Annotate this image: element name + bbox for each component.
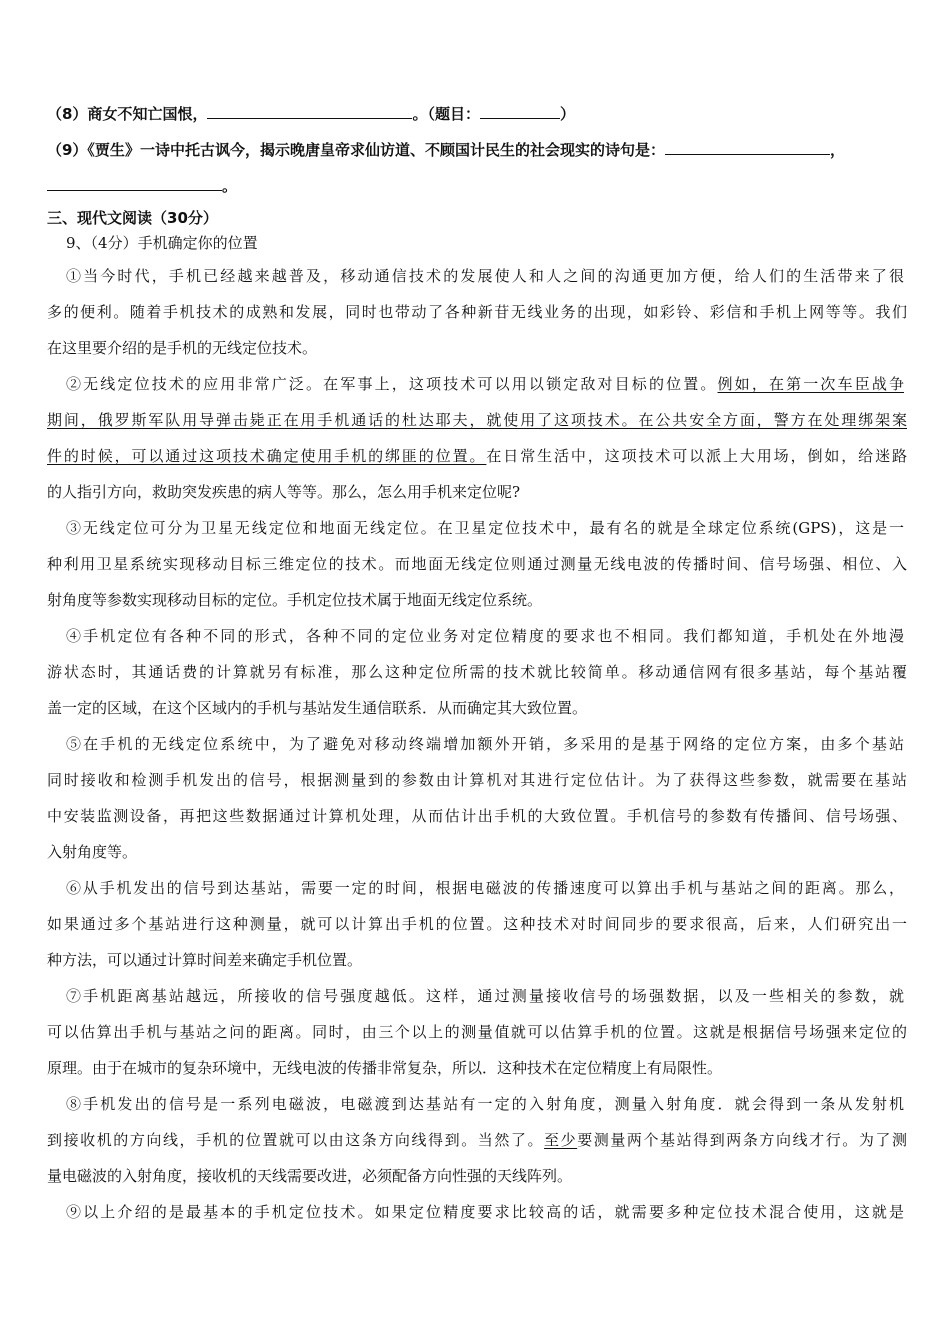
paragraph-2-underlined-end: 件的时候，可以通过这项技术确定使用手机的绑匪的位置。: [47, 447, 487, 465]
question-8-suffix: ）: [559, 105, 575, 123]
question-8-prefix: （8）商女不知亡国恨，: [47, 105, 208, 123]
paragraph-2-underlined-start: 例如，在第一次车臣战争: [717, 375, 904, 393]
question-9-prefix: （9）《贾生》一诗中托古讽今，揭示晚唐皇帝求仙访道、不顾国计民生的社会现实的诗句是：: [47, 141, 665, 159]
question-9-period: 。: [222, 177, 238, 195]
paragraph-5-line-1: ⑤在手机的无线定位系统中，为了避免对移动终端增加额外开销，多采用的是基于网络的定位方案，由多个基站: [66, 735, 904, 753]
paragraph-7-line-2: 可以估算出手机与基站之问的距离。同时，由三个以上的测量值就可以估算手机的位置。这就是根据信号场强来定位的: [47, 1023, 907, 1041]
paragraph-5-line-4: 入射角度等。: [47, 843, 138, 861]
paragraph-8-line-3: 量电磁波的入射角度，接收机的天线需要改进，必须配备方向性强的天线阵列。: [47, 1167, 573, 1185]
paragraph-2-line-1-text: ②无线定位技术的应用非常广泛。在军事上，这项技术可以用以锁定敌对目标的位置。: [66, 375, 718, 393]
question-9-comma: ，: [829, 141, 845, 159]
paragraph-6-line-1: ⑥从手机发出的信号到达基站，需要一定的时间，根据电磁波的传播速度可以算出手机与基站之间的距离。那么，: [66, 879, 904, 897]
paragraph-1-line-2: 多的便利。随着手机技术的成熟和发展，同时也带动了各种新苷无线业务的出现，如彩铃、彩信和手机上网等等。我们: [47, 303, 907, 321]
question-9-continued: [47, 176, 907, 196]
paragraph-7-line-1: ⑦手机距离基站越远，所接收的信号强度越低。这样，通过测量接收信号的场强数据，以及一些相关的参数，就: [66, 987, 904, 1005]
paragraph-8-line-2: [47, 1130, 907, 1150]
paragraph-6-line-2: 如果通过多个基站进行这种测量，就可以计算出手机的位置。这种技术对时间同步的要求很高，后来，人们研究出一: [47, 915, 907, 933]
question-8: [47, 104, 907, 124]
paragraph-8-underlined-word: 至少: [544, 1131, 578, 1149]
paragraph-2-line-3-text: 在日常生活中，这项技术可以派上大用场，倒如，给迷路: [486, 447, 907, 465]
paragraph-4-line-1: ④手机定位有各种不同的形式，各种不同的定位业务对定位精度的要求也不相同。我们都知道，手机处在外地漫: [66, 627, 904, 645]
paragraph-2-line-4: 的人指引方向，救助突发疾患的病人等等。那么，怎么用手机来定位呢?: [47, 483, 521, 501]
paragraph-3-line-3: 射角度等参数实现移动目标的定位。手机定位技术属于地面无线定位系统。: [47, 591, 543, 609]
paragraph-2-line-3: [47, 446, 907, 466]
paragraph-4-line-2: 游状态时，其通话费的计算就另有标准，那么这种定位所需的技术就比较简单。移动通信网有很多基站，每个基站覆: [47, 663, 907, 681]
paragraph-5-line-3: 中安装监测设备，再把这些数据通过计算机处理，从而估计出手机的大致位置。手机信号的参数有传播间、信号场强、: [47, 807, 907, 825]
paragraph-5-line-2: 同时接收和检测手机发出的信号，根据测量到的参数由计算机对其进行定位估计。为了获得这些参数，就需要在基站: [47, 771, 907, 789]
paragraph-7-line-3: 原理。由于在城市的复杂环境中，无线电波的传播非常复杂，所以．这种技术在定位精度上有局限性。: [47, 1059, 723, 1077]
answer-blank-9b[interactable]: [47, 176, 222, 191]
paragraph-3-line-2: 种利用卫星系统实现移动目标三维定位的技术。而地面无线定位则通过测量无线电波的传播时间、信号场强、相位、入: [47, 555, 907, 573]
paragraph-8-line-2-start: 到接收机的方向线，手机的位置就可以由这条方向线得到。当然了。: [47, 1131, 545, 1149]
paragraph-8-line-2-end: 要测量两个基站得到两条方向线才行。为了测: [577, 1131, 907, 1149]
paragraph-3-line-1: ③无线定位可分为卫星无线定位和地面无线定位。在卫星定位技术中，最有名的就是全球定位系统(GPS)，这是一: [66, 519, 904, 537]
paragraph-2-line-2: 期间，俄罗斯军队用导弹击毙正在用手机通话的杜达耶夫，就使用了这项技术。在公共安全方面，警方在处理绑架案: [47, 411, 907, 429]
paragraph-2-line-1: [66, 374, 904, 394]
answer-blank-8b[interactable]: [480, 104, 560, 119]
question-9: [47, 140, 907, 160]
paragraph-9-line-1: ⑨以上介绍的是最基本的手机定位技术。如果定位精度要求比较高的话，就需要多种定位技术混合使用，这就是: [66, 1203, 904, 1221]
paragraph-8-line-1: ⑧手机发出的信号是一系列电磁波，电磁渡到达基站有一定的入射角度，测量入射角度．就会得到一条从发射机: [66, 1095, 904, 1113]
paragraph-6-line-3: 种方法，可以通过计算时间差来确定手机位置。: [47, 951, 363, 969]
paragraph-1-line-3: 在这里要介绍的是手机的无线定位技术。: [47, 339, 318, 357]
answer-blank-8a[interactable]: [207, 104, 412, 119]
item-title: 9、（4分）手机确定你的位置: [66, 234, 258, 252]
question-8-mid: 。（题目：: [412, 105, 480, 123]
paragraph-1-line-1: ①当今时代，手机已经越来越普及，移动通信技术的发展使人和人之间的沟通更加方便，给人们的生活带来了很: [66, 267, 904, 285]
answer-blank-9a[interactable]: [665, 140, 830, 155]
paragraph-4-line-3: 盖一定的区域，在这个区域内的手机与基站发生通信联系．从而确定其大致位置。: [47, 699, 588, 717]
section-title: 三、现代文阅读（30分）: [47, 209, 218, 227]
